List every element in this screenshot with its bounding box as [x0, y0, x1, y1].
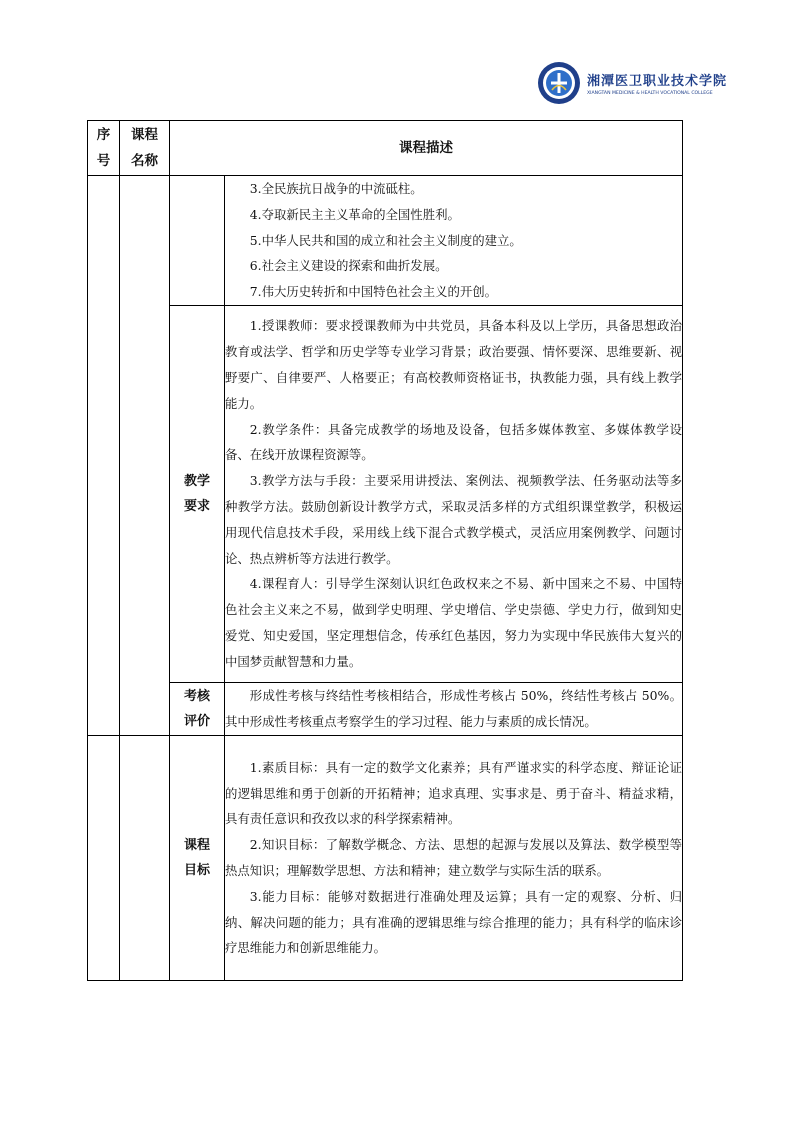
list-item: 4.夺取新民主主义革命的全国性胜利。 [249, 206, 460, 222]
course-table [87, 120, 683, 981]
header-seq: 序号 [88, 121, 120, 176]
paragraph: 4.课程育人：引导学生深刻认识红色政权来之不易、新中国来之不易、中国特色社会主义来之不易，做到学史明理、学史增信、学史崇德、学史力行，做到知史爱党、知史爱国，坚定理想信念，传承红色基因，努力为实现中华民族伟大复兴的中国梦贡献智慧和力量。 [225, 576, 682, 669]
list-item: 7.伟大历史转折和中国特色社会主义的开创。 [249, 284, 498, 300]
paragraph: 2.知识目标：了解数学概念、方法、思想的起源与发展以及算法、数学模型等热点知识；理解数学思想、方法和精神；建立数学与实际生活的联系。 [225, 837, 682, 878]
college-name-en: XIANGTAN MEDICINE & HEALTH VOCATIONAL COLLEGE [587, 91, 713, 96]
list-item: 5.中华人民共和国的成立和社会主义制度的建立。 [249, 232, 522, 248]
paragraph: 1.素质目标：具有一定的数学文化素养；具有严谨求实的科学态度、辩证论证的逻辑思维和勇于创新的开拓精神；追求真理、实事求是、勇于奋斗、精益求精，具有责任意识和孜孜以求的科学探索精神。 [225, 759, 682, 827]
list-item: 6.社会主义建设的探索和曲折发展。 [249, 258, 448, 274]
table-row [88, 735, 683, 980]
paragraph: 形成性考核与终结性考核相结合，形成性考核占 50%，终结性考核占 50%。其中形成性考核重点考察学生的学习过程、能力与素质的成长情况。 [225, 688, 682, 729]
assessment-label: 考核评价 [170, 682, 225, 735]
label-cell-empty [170, 176, 225, 306]
course-goals-cell [225, 735, 683, 980]
assessment-cell [225, 682, 683, 735]
college-name-cn: 湘潭医卫职业技术学院 [587, 74, 728, 89]
list-item: 3.全民族抗日战争的中流砥柱。 [249, 181, 423, 196]
teaching-req-cell [225, 305, 683, 682]
header-course-name: 课程名称 [120, 121, 170, 176]
college-emblem-icon [537, 61, 581, 105]
college-name [587, 70, 727, 96]
paragraph: 2.教学条件：具备完成教学的场地及设备，包括多媒体教室、多媒体教学设备、在线开放课程资源等。 [225, 421, 682, 463]
college-logo [537, 59, 737, 107]
content-list-cell [225, 176, 683, 306]
seq-cell [88, 176, 120, 736]
course-name-cell [120, 176, 170, 736]
header-course-desc: 课程描述 [170, 121, 683, 176]
paragraph: 1.授课教师：要求授课教师为中共党员，具备本科及以上学历，具备思想政治教育或法学、哲学和历史学等专业学习背景；政治要强、情怀要深、思维要新、视野要广、自律要严、人格要正；有高校教师资格证书，执教能力强，具有线上教学能力。 [225, 318, 682, 411]
table-row [88, 176, 683, 306]
teaching-req-label: 教学要求 [170, 305, 225, 682]
course-name-cell [120, 735, 170, 980]
table-header-row [88, 121, 683, 176]
course-goals-label: 课程目标 [170, 735, 225, 980]
paragraph: 3.能力目标：能够对数据进行准确处理及运算；具有一定的观察、分析、归纳、解决问题的能力；具有准确的逻辑思维与综合推理的能力；具有科学的临床诊疗思维能力和创新思维能力。 [225, 888, 682, 956]
seq-cell [88, 735, 120, 980]
table-row [88, 305, 683, 682]
table-row [88, 682, 683, 735]
paragraph: 3.教学方法与手段：主要采用讲授法、案例法、视频教学法、任务驱动法等多种教学方法。鼓励创新设计教学方式，采取灵活多样的方式组织课堂教学，积极运用现代信息技术手段，采用线上线下混合式教学模式，灵活应用案例教学、问题讨论、热点辨析等方法进行教学。 [225, 473, 682, 566]
